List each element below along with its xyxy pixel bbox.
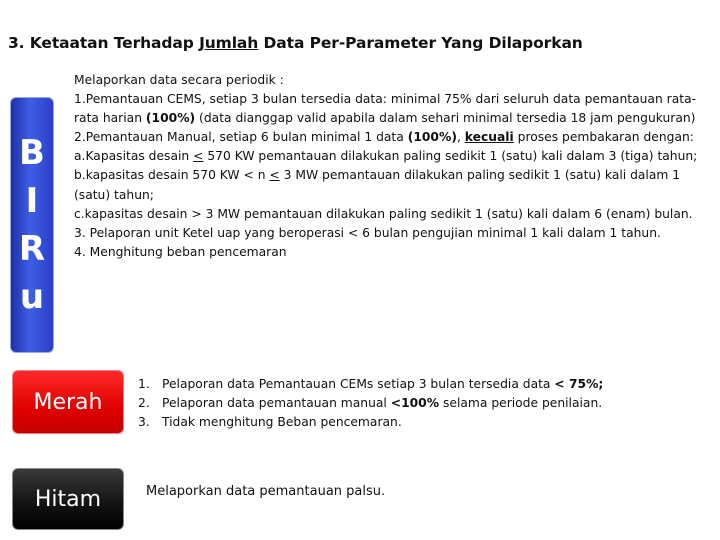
merah-badge: Merah xyxy=(12,370,124,434)
biru-point-2: 2.Pemantauan Manual, setiap 6 bulan minimal 1 data (100%), kecuali proses pembakaran dengan: xyxy=(74,130,694,145)
hitam-description: Melaporkan data pemantauan palsu. xyxy=(146,484,386,499)
biru-letter: R xyxy=(18,229,46,269)
biru-letter: B xyxy=(19,133,45,173)
biru-description xyxy=(74,71,704,262)
biru-point-a: a.Kapasitas desain < 570 KW pemantauan dilakukan paling sedikit 1 (satu) kali dalam 3 (tiga) tahun; xyxy=(74,149,698,164)
kecuali-emphasis: kecuali xyxy=(464,130,514,145)
biru-badge xyxy=(10,97,54,353)
list-item: 1. Pelaporan data Pemantauan CEMs setiap 3 bulan tersedia data < 75%; xyxy=(138,377,604,391)
list-item: 3. Tidak menghitung Beban pencemaran. xyxy=(138,415,402,429)
biru-point-1: 1.Pemantauan CEMS, setiap 3 bulan tersedia data: minimal 75% dari seluruh data pemantauan rata-rata harian (100%) (data dianggap valid apabila dalam sehari minimal tersedia 18 jam pengukuran) xyxy=(74,92,697,126)
biru-point-4: 4. Menghitung beban pencemaran xyxy=(74,244,287,259)
merah-criteria-list xyxy=(138,375,603,432)
biru-letter: I xyxy=(25,181,39,221)
biru-point-3: 3. Pelaporan unit Ketel uap yang beroperasi < 6 bulan pengujian minimal 1 kali dalam 1 tahun. xyxy=(74,225,661,240)
list-item: 2. Pelaporan data pemantauan manual <100% selama periode penilaian. xyxy=(138,396,603,410)
hitam-badge: Hitam xyxy=(12,468,124,530)
title-underlined-word: Jumlah xyxy=(199,34,259,52)
biru-point-b: b.kapasitas desain 570 KW < n < 3 MW pemantauan dilakukan paling sedikit 1 (satu) kali dalam 1 (satu) tahun; xyxy=(74,168,681,202)
biru-intro: Melaporkan data secara periodik : xyxy=(74,73,284,87)
biru-letter: u xyxy=(19,277,45,317)
page-title: 3. Ketaatan Terhadap Jumlah Data Per-Parameter Yang Dilaporkan xyxy=(8,34,583,52)
biru-point-c: c.kapasitas desain > 3 MW pemantauan dilakukan paling sedikit 1 (satu) kali dalam 6 (enam) bulan. xyxy=(74,206,693,221)
